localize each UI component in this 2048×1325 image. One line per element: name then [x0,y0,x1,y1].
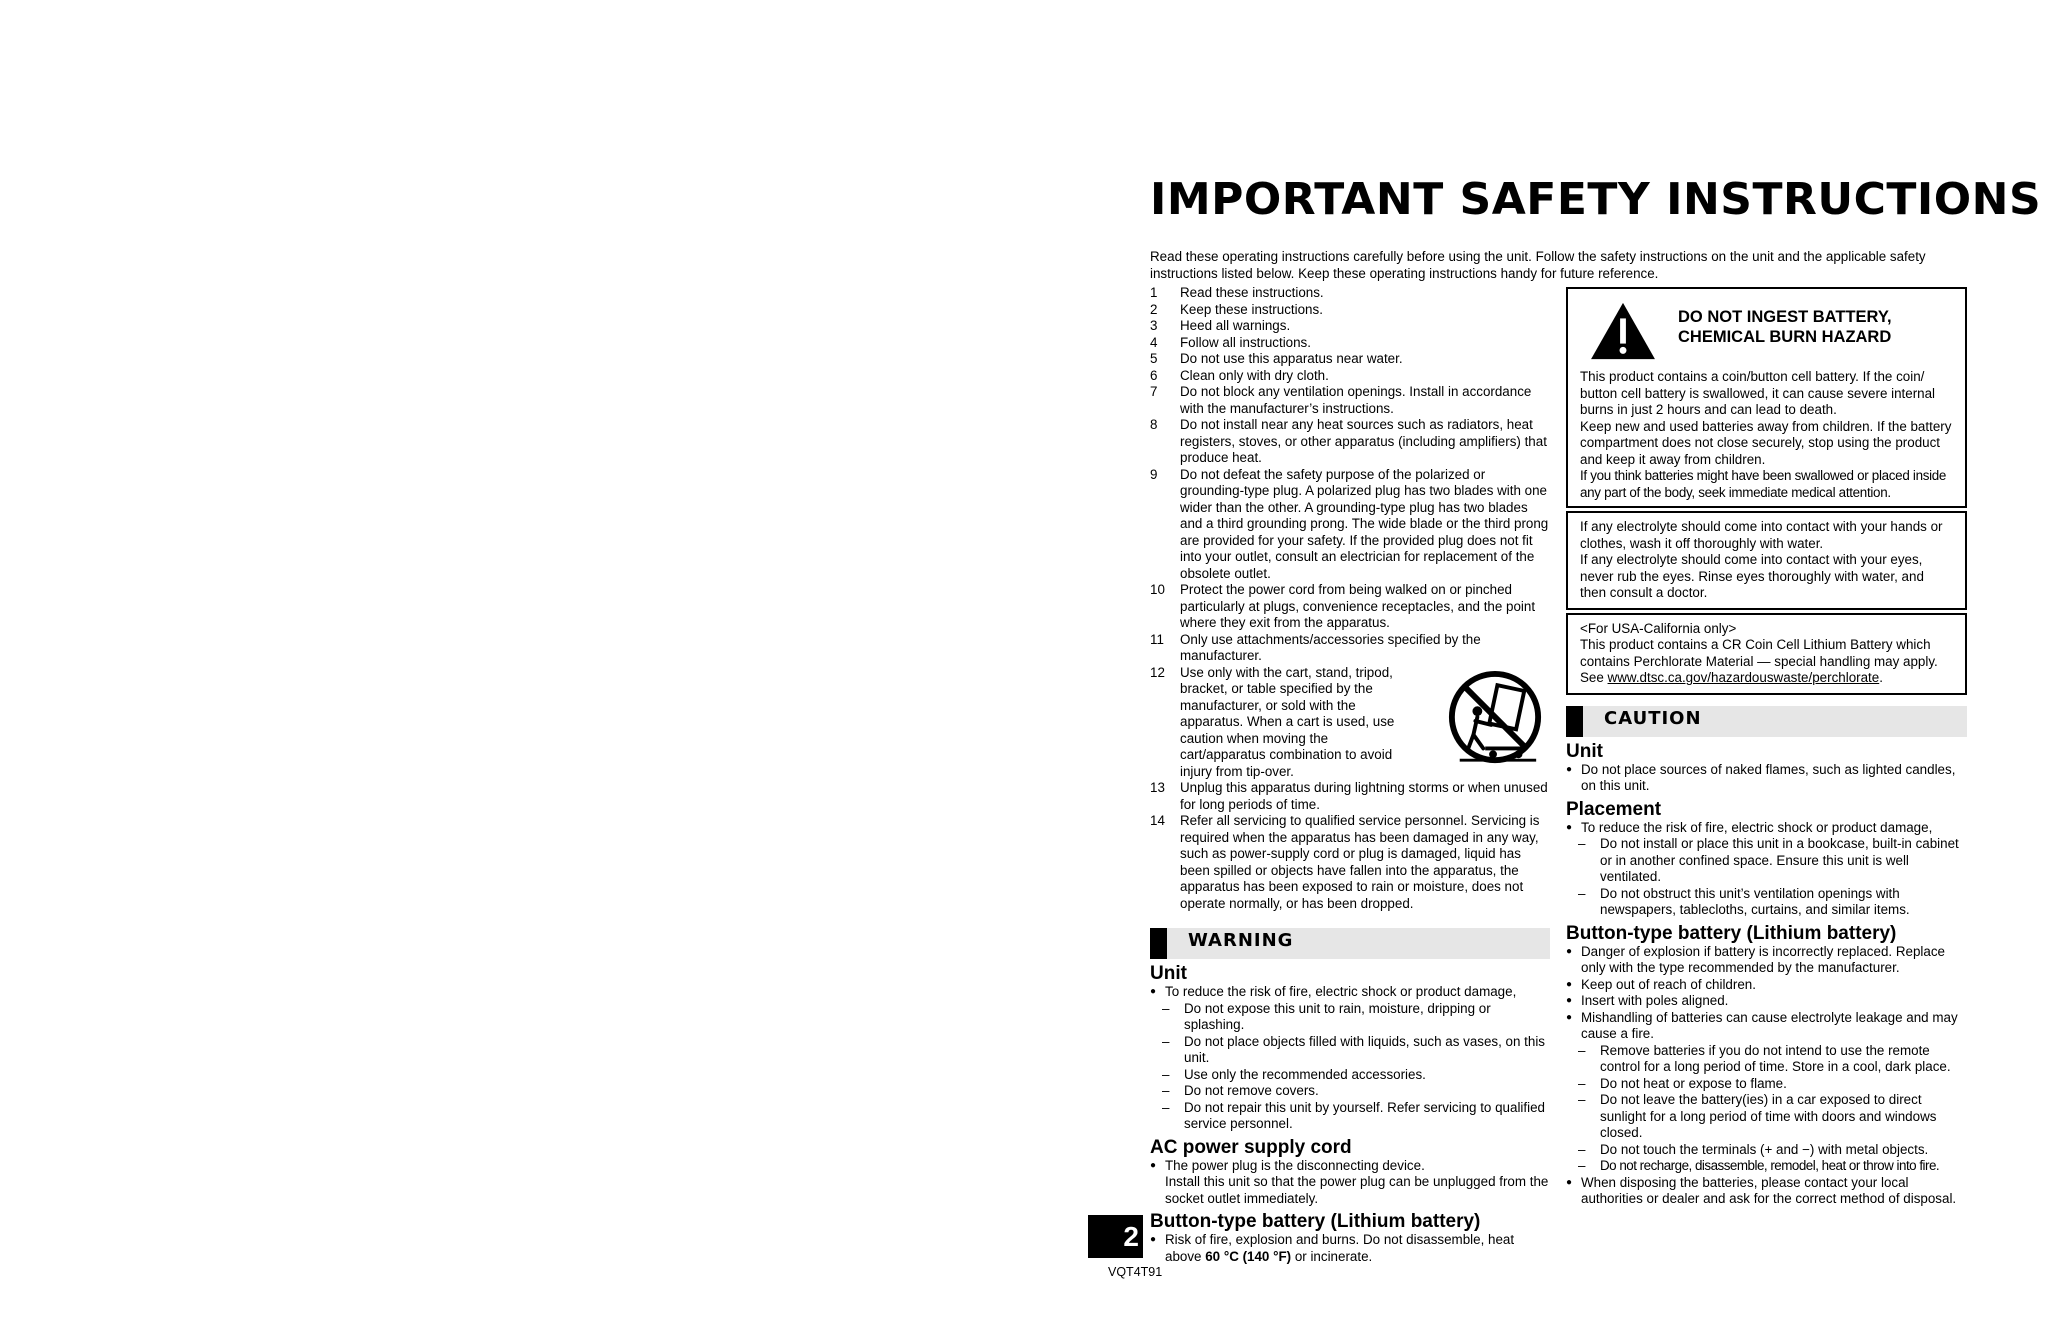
instruction-item [1150,285,1550,302]
ingest-para: If you think batteries might have been swallowed or placed inside any part of the body, seek immediate medical attention. [1580,468,1947,500]
ingest-para: This product contains a coin/button cell battery. If the coin/ button cell battery is swallowed, it can cause severe internal burns in just 2 hours and can lead to death. [1580,369,1936,417]
electrolyte-para: If any electrolyte should come into contact with your hands or clothes, wash it off thoroughly with water. [1580,519,1943,551]
section-marker [1150,928,1167,959]
instruction-number: 12 [1150,664,1165,680]
bullet-text: or incinerate. [1291,1248,1373,1264]
list-item: – Do not leave the battery(ies) in a car exposed to direct sunlight for a long period of time with doors and windows closed. [1566,1092,1967,1142]
california-heading: <For USA-California only> [1580,620,1737,636]
instruction-item [1150,368,1550,385]
ac-power-list [1150,1158,1550,1208]
perchlorate-link[interactable]: www.dtsc.ca.gov/hazardouswaste/perchlorate [1607,670,1880,685]
warning-unit-list [1150,984,1550,1133]
warning-label: WARNING [1188,930,1294,951]
list-item [1566,820,1967,919]
instruction-item [1150,813,1550,912]
list-item: – Do not heat or expose to flame. [1566,1076,1967,1093]
temperature-value: 60 °C (140 °F) [1205,1248,1292,1264]
instruction-item [1150,318,1550,335]
ingest-box-title [1678,307,1892,347]
title-line: CHEMICAL BURN HAZARD [1678,328,1892,346]
title-line: DO NOT INGEST BATTERY, [1678,308,1892,326]
list-item: – Use only the recommended accessories. [1150,1067,1550,1084]
electrolyte-para: If any electrolyte should come into contact with your eyes, never rub the eyes. Rinse eyes thoroughly with water, and then consult a doctor. [1580,552,1924,600]
bullet-text: Risk of fire, explosion and burns. Do not disassemble, heat above [1165,1232,1515,1264]
instruction-text: Heed all warnings. [1180,318,1291,333]
bullet-text: Install this unit so that the power plug can be unplugged from the socket outlet immediately. [1165,1174,1549,1206]
list-item [1150,1158,1550,1208]
instruction-number: 13 [1150,780,1165,795]
list-item: – Do not remove covers. [1150,1083,1550,1100]
list-item [1150,1232,1550,1265]
list-item [1566,1010,1967,1175]
left-column [1150,285,1550,1265]
list-item: – Do not touch the terminals (+ and −) with metal objects. [1566,1142,1967,1159]
instruction-text: Do not install near any heat sources such as radiators, heat registers, stoves, or other apparatus (including amplifiers) that produce heat. [1180,417,1547,465]
list-item: – Do not expose this unit to rain, moisture, dripping or splashing. [1150,1001,1550,1034]
caution-label: CAUTION [1604,707,1702,729]
instruction-item [1150,780,1550,813]
instruction-number: 6 [1150,367,1158,383]
california-box [1566,613,1967,695]
instruction-number: 5 [1150,351,1158,366]
list-item [1150,984,1550,1133]
list-item: ● Danger of explosion if battery is incorrectly replaced. Replace only with the type recommended by the manufacturer. [1566,944,1967,977]
list-item: – Do not recharge, disassemble, remodel, heat or throw into fire. [1566,1158,1967,1175]
bullet-text: To reduce the risk of fire, electric shock or product damage, [1581,819,1933,835]
ingest-para: Keep new and used batteries away from children. If the battery compartment does not close securely, stop using the product and keep it away from children. [1580,418,1952,467]
model-code: VQT4T91 [1108,1265,1163,1279]
list-item: – Do not repair this unit by yourself. Refer servicing to qualified service personnel. [1150,1100,1550,1133]
instruction-text: Follow all instructions. [1180,334,1311,350]
instruction-item [1150,384,1550,417]
page-title: IMPORTANT SAFETY INSTRUCTIONS [1150,174,2042,225]
placement-heading: Placement [1566,798,1662,820]
instruction-number: 3 [1150,318,1158,333]
warning-battery-list [1150,1232,1550,1265]
ingest-battery-box [1566,287,1967,508]
page-number: 2 [1088,1215,1143,1258]
instruction-text: Only use attachments/accessories specified by the manufacturer. [1180,631,1481,663]
caution-battery-heading: Button-type battery (Lithium battery) [1566,922,1897,944]
right-column [1566,287,1967,1208]
period-text: . [1879,670,1883,685]
dash-list [1566,1043,1967,1175]
instruction-item [1150,582,1550,632]
instruction-item [1150,302,1550,319]
instruction-item [1150,417,1550,467]
instruction-number: 14 [1150,813,1165,828]
instruction-text: Use only with the cart, stand, tripod, bracket, or table specified by the manufacturer, or sold with the apparatus. When a cart is used, use caution when moving the cart/apparatus combination to avoid injury from tip-over. [1180,664,1395,779]
instruction-number: 11 [1150,631,1164,647]
list-item: – Do not install or place this unit in a bookcase, built-in cabinet or in another confined space. Ensure this unit is well ventilated. [1566,836,1967,886]
instruction-item [1150,632,1550,665]
instruction-number: 8 [1150,417,1158,432]
list-item: ● Keep out of reach of children. [1566,977,1967,994]
caution-unit-list [1566,762,1967,795]
warning-battery-heading: Button-type battery (Lithium battery) [1150,1211,1481,1232]
see-text: See [1580,670,1608,685]
instruction-text: Read these instructions. [1180,285,1324,300]
instruction-number: 7 [1150,384,1158,399]
caution-battery-list [1566,944,1967,1208]
instruction-text: Do not defeat the safety purpose of the polarized or grounding-type plug. A polarized plug has two blades with one wider than the other. A grounding-type plug has two blades and a third grounding prong. The wide blade or the third prong are provided for your safety. If the provided plug does not fit into your outlet, consult an electrician for replacement of the obsolete outlet. [1180,466,1549,581]
warning-unit-heading: Unit [1150,963,1187,984]
dash-list [1150,1001,1550,1133]
list-item: – Do not obstruct this unit’s ventilation openings with newspapers, tablecloths, curtains, and similar items. [1566,886,1967,919]
california-see [1580,670,1953,687]
california-text: This product contains a CR Coin Cell Lithium Battery which contains Perchlorate Material — special handling may apply. [1580,637,1938,669]
instruction-number: 1 [1150,285,1158,300]
instruction-text: Keep these instructions. [1180,301,1323,317]
instruction-text: Do not use this apparatus near water. [1180,351,1403,366]
section-marker [1566,706,1583,737]
instruction-number: 10 [1150,582,1165,597]
bullet-text: Mishandling of batteries can cause electrolyte leakage and may cause a fire. [1581,1009,1958,1041]
bullet-text: ● The power plug is the disconnecting device. [1165,1157,1425,1173]
instruction-text: Protect the power cord from being walked on or pinched particularly at plugs, convenience receptacles, and the point where they exit from the apparatus. [1180,582,1536,630]
instruction-item [1150,335,1550,352]
list-item: ● Insert with poles aligned. [1566,993,1967,1010]
instruction-list [1150,285,1550,912]
electrolyte-box [1566,511,1967,610]
instruction-text: Refer all servicing to qualified service personnel. Servicing is required when the apparatus has been damaged in any way, such as power-supply cord or plug is damaged, liquid has been spilled or objects have fallen into the apparatus, the apparatus has been exposed to rain or moisture, does not operate normally, or has been dropped. [1180,813,1540,911]
instruction-text: Clean only with dry cloth. [1180,367,1329,383]
intro-text: Read these operating instructions carefully before using the unit. Follow the safety instructions on the unit and the applicable safety instructions listed below. Keep these operating instructions handy for future reference. [1150,249,1926,281]
cart-tip-over-icon [1446,670,1544,768]
list-item: – Do not place objects filled with liquids, such as vases, on this unit. [1150,1034,1550,1067]
list-item: ● When disposing the batteries, please contact your local authorities or dealer and ask for the correct method of disposal. [1566,1175,1967,1208]
bullet-text: To reduce the risk of fire, electric shock or product damage, [1165,984,1517,999]
instruction-item [1150,467,1550,583]
caution-unit-heading: Unit [1566,740,1603,762]
instruction-item [1150,665,1550,781]
warning-section-header [1150,928,1550,959]
instruction-number: 4 [1150,334,1158,350]
dash-list [1566,836,1967,919]
instruction-text: Unplug this apparatus during lightning storms or when unused for long periods of time. [1180,780,1548,812]
instruction-number: 2 [1150,301,1158,317]
instruction-number: 9 [1150,466,1158,482]
ac-power-heading: AC power supply cord [1150,1136,1352,1158]
instruction-item [1150,351,1550,368]
ingest-box-header [1580,295,1953,369]
list-item: – Remove batteries if you do not intend to use the remote control for a long period of time. Store in a cool, dark place. [1566,1043,1967,1076]
caution-section-header [1566,706,1967,737]
warning-triangle-icon [1589,301,1657,361]
list-item: ● Do not place sources of naked flames, such as lighted candles, on this unit. [1566,762,1967,795]
instruction-text: Do not block any ventilation openings. Install in accordance with the manufacturer’s instructions. [1180,384,1532,416]
placement-list [1566,820,1967,919]
